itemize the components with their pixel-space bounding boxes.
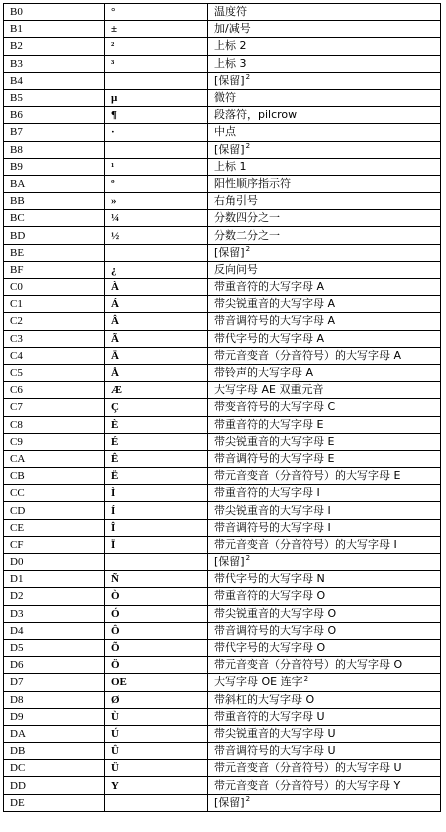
footnote-marker: 2: [245, 141, 251, 150]
description-text: 带代字号的大写字母 N: [214, 572, 325, 586]
glyph-cell: [105, 794, 208, 811]
hex-code-cell: CE: [4, 519, 105, 536]
table-row: [4, 158, 441, 175]
description-cell: [208, 227, 441, 244]
table-row: [4, 72, 441, 89]
hex-code-cell: C5: [4, 364, 105, 381]
description-text: 带斜杠的大写字母 O: [214, 692, 315, 706]
description-text: [保留]: [214, 142, 245, 156]
glyph-cell: Â: [105, 313, 208, 330]
glyph-cell: Í: [105, 502, 208, 519]
table-row: [4, 605, 441, 622]
hex-code-cell: B1: [4, 21, 105, 38]
description-text: 带尖锐重音的大写字母 E: [214, 434, 335, 448]
description-text: 微符: [214, 91, 236, 105]
table-row: [4, 279, 441, 296]
glyph-cell: Û: [105, 743, 208, 760]
hex-code-cell: BE: [4, 244, 105, 261]
hex-code-cell: BB: [4, 193, 105, 210]
description-cell: [208, 502, 441, 519]
description-text: 带重音符的大写字母 O: [214, 589, 326, 603]
description-cell: [208, 193, 441, 210]
description-cell: [208, 450, 441, 467]
description-cell: [208, 588, 441, 605]
description-cell: [208, 330, 441, 347]
glyph-cell: Õ: [105, 639, 208, 656]
description-text: 段落符，pilcrow: [214, 108, 298, 122]
hex-code-cell: B4: [4, 72, 105, 89]
table-row: [4, 227, 441, 244]
footnote-marker: 2: [245, 554, 251, 563]
table-row: [4, 261, 441, 278]
glyph-cell: Ñ: [105, 571, 208, 588]
description-text: 分数二分之一: [214, 228, 280, 242]
table-body: [4, 4, 441, 812]
hex-code-cell: B0: [4, 4, 105, 21]
table-row: [4, 691, 441, 708]
description-text: 温度符: [214, 5, 247, 19]
glyph-cell: [105, 554, 208, 571]
character-code-table: [3, 3, 441, 812]
table-row: [4, 622, 441, 639]
glyph-cell: [105, 244, 208, 261]
hex-code-cell: B6: [4, 107, 105, 124]
description-cell: [208, 399, 441, 416]
table-row: [4, 725, 441, 742]
footnote-marker: 2: [245, 73, 251, 82]
description-cell: [208, 708, 441, 725]
description-text: 带音调符号的大写字母 O: [214, 623, 337, 637]
table-row: [4, 708, 441, 725]
description-cell: [208, 261, 441, 278]
hex-code-cell: B8: [4, 141, 105, 158]
hex-code-cell: D0: [4, 554, 105, 571]
footnote-marker: 2: [303, 674, 309, 683]
glyph-cell: À: [105, 279, 208, 296]
glyph-cell: Ä: [105, 347, 208, 364]
hex-code-cell: DB: [4, 743, 105, 760]
hex-code-cell: DC: [4, 760, 105, 777]
description-cell: [208, 485, 441, 502]
glyph-cell: Ø: [105, 691, 208, 708]
hex-code-cell: C2: [4, 313, 105, 330]
glyph-cell: µ: [105, 89, 208, 106]
glyph-cell: Ï: [105, 536, 208, 553]
hex-code-cell: BD: [4, 227, 105, 244]
glyph-cell: Æ: [105, 382, 208, 399]
table-row: [4, 364, 441, 381]
description-cell: [208, 210, 441, 227]
glyph-cell: »: [105, 193, 208, 210]
description-text: 大写字母 OE 连字: [214, 675, 303, 689]
description-text: 带元音变音（分音符号）的大写字母 O: [214, 658, 403, 672]
table-row: [4, 433, 441, 450]
table-row: [4, 743, 441, 760]
table-row: [4, 38, 441, 55]
hex-code-cell: BA: [4, 175, 105, 192]
hex-code-cell: B3: [4, 55, 105, 72]
glyph-cell: Ú: [105, 725, 208, 742]
description-cell: [208, 777, 441, 794]
description-text: 中点: [214, 125, 236, 139]
description-text: [保留]: [214, 73, 245, 87]
hex-code-cell: C3: [4, 330, 105, 347]
table-row: [4, 124, 441, 141]
table-row: [4, 657, 441, 674]
description-text: 带变音符号的大写字母 C: [214, 400, 336, 414]
description-text: 上标 2: [214, 39, 247, 53]
description-text: 带重音符的大写字母 E: [214, 417, 324, 431]
description-cell: [208, 639, 441, 656]
table-row: [4, 347, 441, 364]
description-text: 大写字母 AE 双重元音: [214, 383, 324, 397]
table-row: [4, 193, 441, 210]
glyph-cell: ¶: [105, 107, 208, 124]
glyph-cell: ·: [105, 124, 208, 141]
glyph-cell: Å: [105, 364, 208, 381]
description-text: 带重音符的大写字母 I: [214, 486, 320, 500]
description-cell: [208, 313, 441, 330]
glyph-cell: É: [105, 433, 208, 450]
glyph-cell: ³: [105, 55, 208, 72]
description-cell: [208, 674, 441, 691]
description-text: 带音调符号的大写字母 U: [214, 744, 336, 758]
hex-code-cell: CB: [4, 468, 105, 485]
hex-code-cell: D6: [4, 657, 105, 674]
description-cell: [208, 382, 441, 399]
description-text: 阳性顺序指示符: [214, 176, 291, 190]
glyph-cell: [105, 141, 208, 158]
table-row: [4, 794, 441, 811]
glyph-cell: Ë: [105, 468, 208, 485]
description-cell: [208, 657, 441, 674]
table-row: [4, 416, 441, 433]
description-cell: [208, 72, 441, 89]
glyph-cell: È: [105, 416, 208, 433]
description-cell: [208, 158, 441, 175]
description-cell: [208, 279, 441, 296]
glyph-cell: Ç: [105, 399, 208, 416]
glyph-cell: ±: [105, 21, 208, 38]
hex-code-cell: DD: [4, 777, 105, 794]
hex-code-cell: D5: [4, 639, 105, 656]
description-text: 带尖锐重音的大写字母 A: [214, 297, 336, 311]
table-row: [4, 399, 441, 416]
description-text: 带代字号的大写字母 O: [214, 641, 326, 655]
glyph-cell: Á: [105, 296, 208, 313]
description-cell: [208, 55, 441, 72]
description-text: 分数四分之一: [214, 211, 280, 225]
table-row: [4, 519, 441, 536]
glyph-cell: Ü: [105, 760, 208, 777]
description-cell: [208, 89, 441, 106]
glyph-cell: [105, 72, 208, 89]
table-row: [4, 141, 441, 158]
description-cell: [208, 554, 441, 571]
description-text: 带元音变音（分音符号）的大写字母 A: [214, 348, 402, 362]
table-row: [4, 554, 441, 571]
description-text: 带元音变音（分音符号）的大写字母 E: [214, 469, 401, 483]
hex-code-cell: BC: [4, 210, 105, 227]
description-cell: [208, 622, 441, 639]
description-cell: [208, 38, 441, 55]
glyph-cell: Ã: [105, 330, 208, 347]
description-cell: [208, 725, 441, 742]
description-text: 带尖锐重音的大写字母 U: [214, 726, 336, 740]
hex-code-cell: B2: [4, 38, 105, 55]
hex-code-cell: DE: [4, 794, 105, 811]
hex-code-cell: D7: [4, 674, 105, 691]
description-text: 带尖锐重音的大写字母 O: [214, 606, 337, 620]
description-cell: [208, 605, 441, 622]
description-text: 反向问号: [214, 262, 258, 276]
table-row: [4, 244, 441, 261]
hex-code-cell: CD: [4, 502, 105, 519]
glyph-cell: Ó: [105, 605, 208, 622]
description-cell: [208, 141, 441, 158]
glyph-cell: Ô: [105, 622, 208, 639]
table-row: [4, 502, 441, 519]
table-row: [4, 210, 441, 227]
hex-code-cell: CC: [4, 485, 105, 502]
hex-code-cell: B9: [4, 158, 105, 175]
hex-code-cell: D4: [4, 622, 105, 639]
description-cell: [208, 296, 441, 313]
description-cell: [208, 364, 441, 381]
hex-code-cell: D8: [4, 691, 105, 708]
hex-code-cell: C0: [4, 279, 105, 296]
table-row: [4, 674, 441, 691]
description-cell: [208, 433, 441, 450]
table-row: [4, 313, 441, 330]
description-text: 带铃声的大写字母 A: [214, 366, 314, 380]
description-text: 带音调符号的大写字母 A: [214, 314, 336, 328]
hex-code-cell: D2: [4, 588, 105, 605]
description-cell: [208, 124, 441, 141]
description-text: 右角引号: [214, 194, 258, 208]
hex-code-cell: DA: [4, 725, 105, 742]
hex-code-cell: B7: [4, 124, 105, 141]
glyph-cell: Y: [105, 777, 208, 794]
description-text: 带音调符号的大写字母 I: [214, 520, 331, 534]
hex-code-cell: C8: [4, 416, 105, 433]
description-cell: [208, 519, 441, 536]
table-row: [4, 4, 441, 21]
table-row: [4, 485, 441, 502]
description-text: 带重音符的大写字母 U: [214, 709, 325, 723]
hex-code-cell: CA: [4, 450, 105, 467]
table-row: [4, 55, 441, 72]
table-row: [4, 571, 441, 588]
table-row: [4, 468, 441, 485]
table-row: [4, 639, 441, 656]
description-text: 带代字号的大写字母 A: [214, 331, 325, 345]
table-row: [4, 330, 441, 347]
hex-code-cell: C9: [4, 433, 105, 450]
description-text: [保留]: [214, 555, 245, 569]
description-text: 带元音变音（分音符号）的大写字母 Y: [214, 778, 401, 792]
description-text: 带元音变音（分音符号）的大写字母 U: [214, 761, 402, 775]
description-cell: [208, 21, 441, 38]
table-row: [4, 536, 441, 553]
hex-code-cell: CF: [4, 536, 105, 553]
description-cell: [208, 760, 441, 777]
description-cell: [208, 4, 441, 21]
hex-code-cell: B5: [4, 89, 105, 106]
description-text: 上标 3: [214, 56, 247, 70]
glyph-cell: º: [105, 175, 208, 192]
description-text: [保留]: [214, 795, 245, 809]
hex-code-cell: C7: [4, 399, 105, 416]
hex-code-cell: D9: [4, 708, 105, 725]
footnote-marker: 2: [245, 795, 251, 804]
description-text: [保留]: [214, 245, 245, 259]
hex-code-cell: C1: [4, 296, 105, 313]
description-cell: [208, 416, 441, 433]
table-row: [4, 450, 441, 467]
description-cell: [208, 107, 441, 124]
table-row: [4, 588, 441, 605]
table-row: [4, 21, 441, 38]
table-row: [4, 777, 441, 794]
glyph-cell: Ò: [105, 588, 208, 605]
description-text: 带音调符号的大写字母 E: [214, 451, 335, 465]
description-cell: [208, 468, 441, 485]
description-text: 上标 1: [214, 159, 247, 173]
description-text: 带元音变音（分音符号）的大写字母 I: [214, 537, 397, 551]
glyph-cell: ½: [105, 227, 208, 244]
description-text: 带尖锐重音的大写字母 I: [214, 503, 331, 517]
glyph-cell: Ù: [105, 708, 208, 725]
table-row: [4, 107, 441, 124]
glyph-cell: Ì: [105, 485, 208, 502]
table-row: [4, 296, 441, 313]
glyph-cell: °: [105, 4, 208, 21]
description-text: 带重音符的大写字母 A: [214, 280, 325, 294]
hex-code-cell: C4: [4, 347, 105, 364]
description-cell: [208, 536, 441, 553]
description-cell: [208, 347, 441, 364]
table-row: [4, 382, 441, 399]
glyph-cell: Ö: [105, 657, 208, 674]
table-row: [4, 89, 441, 106]
hex-code-cell: D3: [4, 605, 105, 622]
description-text: 加/减号: [214, 22, 251, 36]
description-cell: [208, 743, 441, 760]
hex-code-cell: BF: [4, 261, 105, 278]
document-page: [3, 3, 441, 812]
glyph-cell: ¹: [105, 158, 208, 175]
description-cell: [208, 175, 441, 192]
hex-code-cell: C6: [4, 382, 105, 399]
description-cell: [208, 794, 441, 811]
description-cell: [208, 691, 441, 708]
glyph-cell: ¿: [105, 261, 208, 278]
table-row: [4, 760, 441, 777]
glyph-cell: OE: [105, 674, 208, 691]
description-cell: [208, 244, 441, 261]
description-cell: [208, 571, 441, 588]
footnote-marker: 2: [245, 245, 251, 254]
glyph-cell: Î: [105, 519, 208, 536]
hex-code-cell: D1: [4, 571, 105, 588]
table-row: [4, 175, 441, 192]
glyph-cell: Ê: [105, 450, 208, 467]
glyph-cell: ¼: [105, 210, 208, 227]
glyph-cell: ²: [105, 38, 208, 55]
